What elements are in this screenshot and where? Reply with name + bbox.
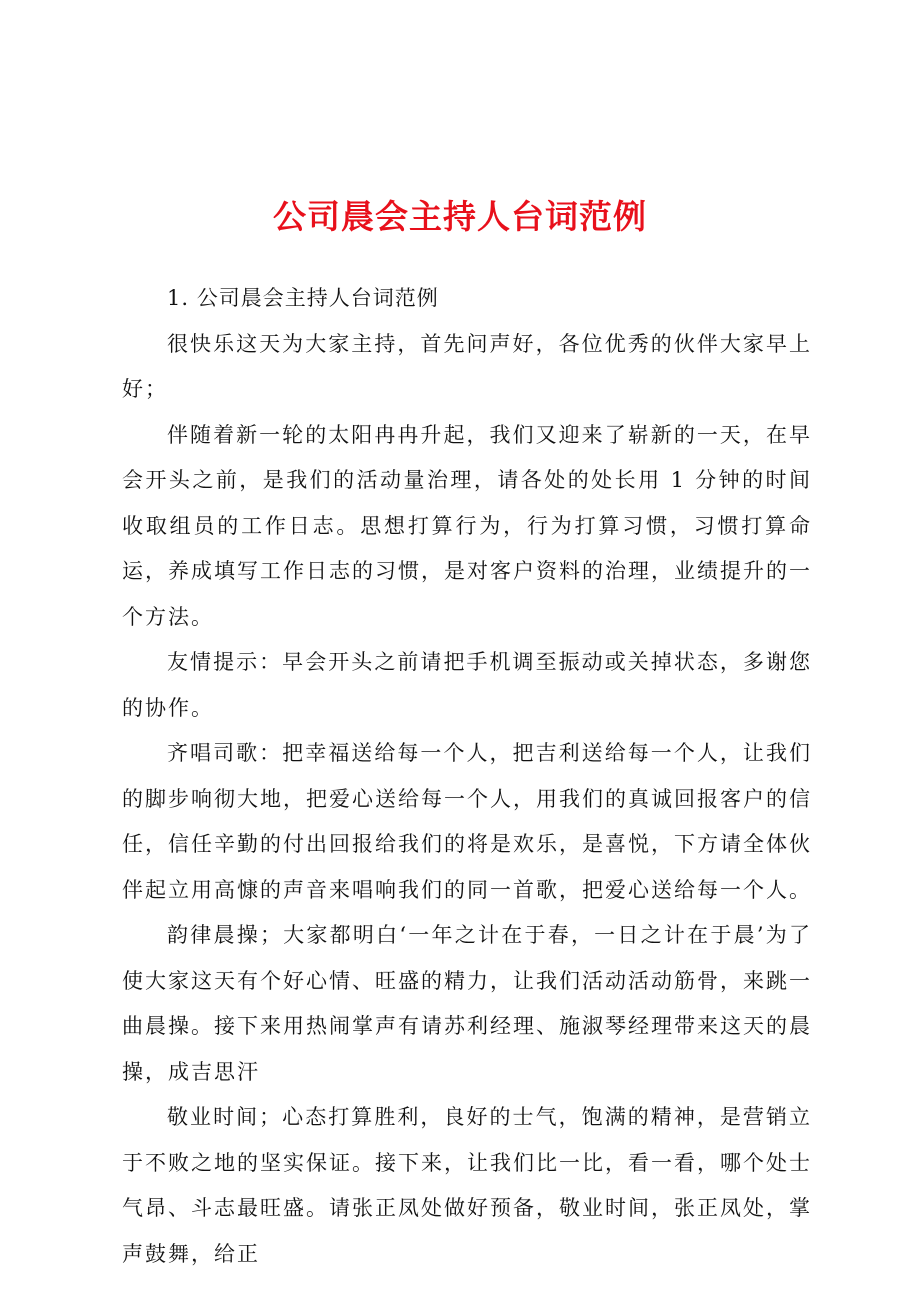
paragraph-activity-management: 伴随着新一轮的太阳冉冉升起，我们又迎来了崭新的一天，在早会开头之前，是我们的活动量治理，请各处的处长用 1 分钟的时间收取组员的工作日志。思想打算行为，行为打算习惯，习惯打算命运，养成填写工作日志的习惯，是对客户资料的治理，业绩提升的一个方法。 [122,422,812,629]
section-heading: 1. 公司晨会主持人台词范例 [167,286,439,310]
paragraph-friendly-reminder: 友情提示：早会开头之前请把手机调至振动或关掉状态，多谢您的协作。 [122,650,812,720]
paragraph-company-song: 齐唱司歌：把幸福送给每一个人，把吉利送给每一个人，让我们的脚步响彻大地，把爱心送给每一个人，用我们的真诚回报客户的信任，信任辛勤的付出回报给我们的将是欢乐，是喜悦，下方请全体伙伴起立用高慷的声音来唱响我们的同一首歌，把爱心送给每一个人。 [122,741,812,902]
paragraph-dedication-time: 敬业时间；心态打算胜利，良好的士气，饱满的精神，是营销立于不败之地的坚实保证。接下来，让我们比一比，看一看，哪个处士气昂、斗志最旺盛。请张正凤处做好预备，敬业时间，张正凤处，掌声鼓舞，给正 [122,1105,812,1266]
paragraph-greeting: 很快乐这天为大家主持，首先问声好，各位优秀的伙伴大家早上好； [122,331,812,401]
document-body [122,276,812,1277]
paragraph-morning-exercise: 韵律晨操；大家都明白‘一年之计在于春，一日之计在于晨’为了使大家这天有个好心情、旺盛的精力，让我们活动活动筋骨，来跳一曲晨操。接下来用热闹掌声有请苏利经理、施淑琴经理带来这天的晨操，成吉思汗 [122,923,812,1084]
document-title: 公司晨会主持人台词范例 [273,197,647,236]
